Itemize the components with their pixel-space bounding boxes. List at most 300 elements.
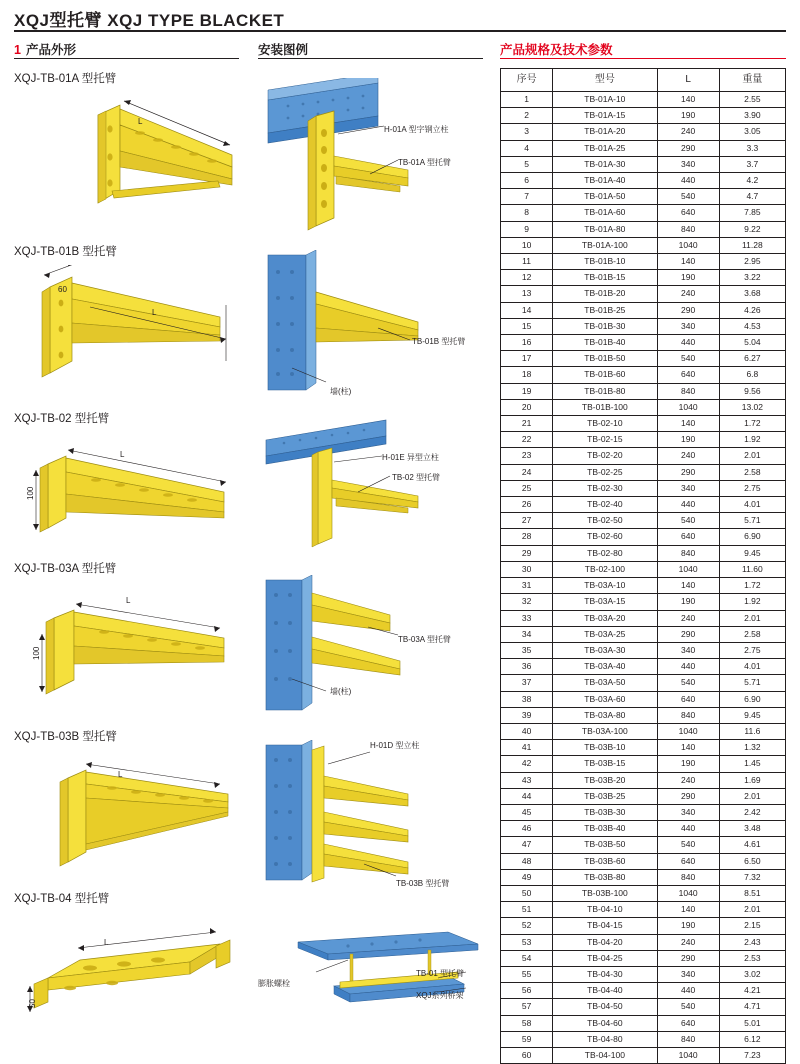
column-header-weight: 重量 — [719, 69, 785, 92]
cell-length: 240 — [657, 448, 719, 464]
cell-index: 59 — [501, 1031, 553, 1047]
table-row — [501, 723, 786, 739]
cell-model: TB-03B-80 — [553, 869, 657, 885]
cell-length: 290 — [657, 788, 719, 804]
cell-index: 58 — [501, 1015, 553, 1031]
cell-model: TB-01B-60 — [553, 367, 657, 383]
table-row — [501, 966, 786, 982]
cell-index: 39 — [501, 707, 553, 723]
cell-length: 140 — [657, 416, 719, 432]
cell-length: 240 — [657, 610, 719, 626]
cell-weight: 7.85 — [719, 205, 785, 221]
cell-index: 11 — [501, 254, 553, 270]
cell-length: 640 — [657, 1015, 719, 1031]
table-row — [501, 318, 786, 334]
table-row — [501, 221, 786, 237]
cell-index: 38 — [501, 691, 553, 707]
cell-weight: 11.28 — [719, 237, 785, 253]
cell-model: TB-01A-10 — [553, 92, 657, 108]
callout-c1: H-01E 异型立柱 — [382, 453, 439, 462]
cell-index: 60 — [501, 1047, 553, 1063]
cell-weight: 4.71 — [719, 999, 785, 1015]
cell-model: TB-02-50 — [553, 513, 657, 529]
cell-weight: 3.02 — [719, 966, 785, 982]
cell-model: TB-01B-50 — [553, 351, 657, 367]
cell-index: 50 — [501, 885, 553, 901]
cell-length: 440 — [657, 497, 719, 513]
cell-weight: 2.01 — [719, 448, 785, 464]
cell-index: 12 — [501, 270, 553, 286]
cell-weight: 4.21 — [719, 983, 785, 999]
cell-length: 240 — [657, 124, 719, 140]
cell-index: 57 — [501, 999, 553, 1015]
section-middle-rule — [258, 58, 483, 59]
cell-weight: 4.01 — [719, 497, 785, 513]
cell-model: TB-03B-15 — [553, 756, 657, 772]
cell-length: 840 — [657, 383, 719, 399]
table-row — [501, 92, 786, 108]
cell-index: 30 — [501, 561, 553, 577]
figure-tb-03b-install — [258, 740, 483, 885]
cell-model: TB-02-40 — [553, 497, 657, 513]
table-row — [501, 561, 786, 577]
cell-length: 440 — [657, 983, 719, 999]
cell-index: 16 — [501, 335, 553, 351]
cell-model: TB-03A-30 — [553, 642, 657, 658]
table-row — [501, 416, 786, 432]
cell-index: 41 — [501, 740, 553, 756]
cell-index: 6 — [501, 173, 553, 189]
table-row — [501, 448, 786, 464]
cell-weight: 11.60 — [719, 561, 785, 577]
cell-index: 25 — [501, 480, 553, 496]
cell-weight: 3.22 — [719, 270, 785, 286]
cell-model: TB-04-100 — [553, 1047, 657, 1063]
callout-c2: TB-02 型托臂 — [392, 473, 441, 482]
cell-model: TB-04-40 — [553, 983, 657, 999]
cell-weight: 3.68 — [719, 286, 785, 302]
figure-tb-02-install — [258, 418, 483, 548]
cell-weight: 2.58 — [719, 464, 785, 480]
cell-model: TB-01B-25 — [553, 302, 657, 318]
table-row — [501, 205, 786, 221]
cell-weight: 6.27 — [719, 351, 785, 367]
cell-model: TB-02-60 — [553, 529, 657, 545]
table-row — [501, 302, 786, 318]
cell-weight: 4.53 — [719, 318, 785, 334]
cell-weight: 6.8 — [719, 367, 785, 383]
cell-weight: 1.72 — [719, 578, 785, 594]
product-label-01a: XQJ-TB-01A 型托臂 — [14, 73, 117, 85]
cell-weight: 2.01 — [719, 788, 785, 804]
cell-length: 640 — [657, 367, 719, 383]
cell-model: TB-01A-30 — [553, 156, 657, 172]
cell-index: 34 — [501, 626, 553, 642]
cell-model: TB-04-60 — [553, 1015, 657, 1031]
table-row — [501, 156, 786, 172]
table-header-row — [501, 69, 786, 92]
cell-length: 140 — [657, 578, 719, 594]
cell-weight: 2.95 — [719, 254, 785, 270]
cell-model: TB-01A-20 — [553, 124, 657, 140]
section-label-left: 产品外形 — [25, 43, 76, 57]
cell-weight: 2.42 — [719, 804, 785, 820]
figure-tb-03b-product — [20, 748, 250, 873]
cell-weight: 2.15 — [719, 918, 785, 934]
cell-model: TB-01B-20 — [553, 286, 657, 302]
cell-index: 47 — [501, 837, 553, 853]
figure-tb-01a-product — [20, 95, 250, 225]
cell-weight: 5.71 — [719, 513, 785, 529]
cell-index: 27 — [501, 513, 553, 529]
callout-e3: L — [118, 770, 123, 779]
cell-length: 640 — [657, 853, 719, 869]
cell-weight: 9.22 — [719, 221, 785, 237]
cell-model: TB-02-15 — [553, 432, 657, 448]
table-row — [501, 173, 786, 189]
cell-length: 340 — [657, 642, 719, 658]
callout-f1: 膨胀螺栓 — [258, 979, 290, 988]
cell-model: TB-01A-25 — [553, 140, 657, 156]
cell-index: 35 — [501, 642, 553, 658]
cell-length: 240 — [657, 286, 719, 302]
cell-index: 43 — [501, 772, 553, 788]
cell-length: 190 — [657, 756, 719, 772]
cell-length: 140 — [657, 740, 719, 756]
callout-f4: 50 — [28, 999, 37, 1008]
cell-weight: 8.51 — [719, 885, 785, 901]
cell-weight: 6.90 — [719, 529, 785, 545]
cell-index: 28 — [501, 529, 553, 545]
cell-weight: 4.26 — [719, 302, 785, 318]
cell-model: TB-01A-50 — [553, 189, 657, 205]
table-row — [501, 691, 786, 707]
cell-length: 140 — [657, 902, 719, 918]
table-row — [501, 1015, 786, 1031]
cell-length: 290 — [657, 140, 719, 156]
cell-length: 540 — [657, 513, 719, 529]
table-row — [501, 513, 786, 529]
cell-length: 640 — [657, 691, 719, 707]
cell-length: 340 — [657, 480, 719, 496]
cell-length: 340 — [657, 804, 719, 820]
cell-model: TB-04-30 — [553, 966, 657, 982]
cell-index: 2 — [501, 108, 553, 124]
cell-weight: 3.48 — [719, 821, 785, 837]
table-row — [501, 983, 786, 999]
title-divider — [14, 30, 786, 32]
cell-length: 440 — [657, 659, 719, 675]
figure-tb-01b-install — [258, 250, 483, 395]
table-row — [501, 367, 786, 383]
table-row — [501, 254, 786, 270]
cell-weight: 4.2 — [719, 173, 785, 189]
cell-model: TB-04-20 — [553, 934, 657, 950]
cell-index: 45 — [501, 804, 553, 820]
table-row — [501, 804, 786, 820]
callout-b3: 60 — [58, 285, 67, 294]
cell-index: 44 — [501, 788, 553, 804]
cell-model: TB-02-80 — [553, 545, 657, 561]
cell-index: 46 — [501, 821, 553, 837]
spec-table — [500, 68, 786, 1064]
cell-model: TB-01B-15 — [553, 270, 657, 286]
cell-model: TB-03A-80 — [553, 707, 657, 723]
column-header-length: L — [657, 69, 719, 92]
table-row — [501, 626, 786, 642]
cell-weight: 11.6 — [719, 723, 785, 739]
cell-length: 540 — [657, 999, 719, 1015]
cell-weight: 1.72 — [719, 416, 785, 432]
cell-model: TB-01A-60 — [553, 205, 657, 221]
cell-length: 540 — [657, 675, 719, 691]
cell-length: 190 — [657, 108, 719, 124]
cell-model: TB-03A-10 — [553, 578, 657, 594]
cell-model: TB-04-10 — [553, 902, 657, 918]
cell-weight: 6.12 — [719, 1031, 785, 1047]
cell-index: 26 — [501, 497, 553, 513]
product-label-03a: XQJ-TB-03A 型托臂 — [14, 563, 117, 575]
figure-tb-01b-product — [20, 265, 250, 395]
callout-d4: L — [126, 596, 131, 605]
cell-model: TB-04-15 — [553, 918, 657, 934]
cell-index: 22 — [501, 432, 553, 448]
cell-length: 240 — [657, 934, 719, 950]
table-row — [501, 529, 786, 545]
cell-index: 14 — [501, 302, 553, 318]
cell-model: TB-03B-50 — [553, 837, 657, 853]
table-row — [501, 902, 786, 918]
table-row — [501, 756, 786, 772]
cell-weight: 2.43 — [719, 934, 785, 950]
cell-length: 540 — [657, 189, 719, 205]
cell-model: TB-03B-40 — [553, 821, 657, 837]
table-row — [501, 934, 786, 950]
cell-weight: 3.90 — [719, 108, 785, 124]
cell-weight: 4.61 — [719, 837, 785, 853]
table-row — [501, 837, 786, 853]
section-number: 1 — [14, 43, 21, 57]
cell-model: TB-03B-60 — [553, 853, 657, 869]
table-row — [501, 545, 786, 561]
cell-index: 40 — [501, 723, 553, 739]
cell-model: TB-03A-15 — [553, 594, 657, 610]
callout-d2: 墙(柱) — [330, 687, 352, 696]
cell-weight: 9.45 — [719, 707, 785, 723]
cell-weight: 6.50 — [719, 853, 785, 869]
cell-weight: 2.01 — [719, 610, 785, 626]
cell-length: 290 — [657, 464, 719, 480]
product-label-03b: XQJ-TB-03B 型托臂 — [14, 731, 117, 743]
table-row — [501, 610, 786, 626]
cell-model: TB-02-100 — [553, 561, 657, 577]
cell-weight: 4.7 — [719, 189, 785, 205]
cell-weight: 2.55 — [719, 92, 785, 108]
table-row — [501, 399, 786, 415]
cell-model: TB-01B-30 — [553, 318, 657, 334]
cell-index: 52 — [501, 918, 553, 934]
cell-length: 1040 — [657, 1047, 719, 1063]
cell-model: TB-03A-20 — [553, 610, 657, 626]
cell-index: 7 — [501, 189, 553, 205]
cell-index: 32 — [501, 594, 553, 610]
cell-index: 55 — [501, 966, 553, 982]
cell-index: 23 — [501, 448, 553, 464]
page-title: XQJ型托臂 XQJ TYPE BLACKET — [14, 11, 285, 30]
callout-e1: H-01D 型立柱 — [370, 741, 420, 750]
cell-index: 1 — [501, 92, 553, 108]
table-row — [501, 351, 786, 367]
column-header-index: 序号 — [501, 69, 553, 92]
figure-tb-03a-install — [258, 575, 483, 715]
cell-model: TB-01B-100 — [553, 399, 657, 415]
figure-tb-02-product — [20, 432, 250, 552]
cell-length: 190 — [657, 432, 719, 448]
cell-length: 840 — [657, 707, 719, 723]
cell-length: 640 — [657, 205, 719, 221]
table-row — [501, 772, 786, 788]
table-row — [501, 853, 786, 869]
callout-b2: 墙(柱) — [330, 387, 352, 396]
cell-weight: 2.58 — [719, 626, 785, 642]
cell-model: TB-04-80 — [553, 1031, 657, 1047]
callout-c3: 100 — [26, 486, 35, 500]
cell-weight: 4.01 — [719, 659, 785, 675]
cell-weight: 2.75 — [719, 642, 785, 658]
cell-length: 840 — [657, 545, 719, 561]
table-row — [501, 740, 786, 756]
table-row — [501, 286, 786, 302]
callout-f2: TB-01 型托臂 — [416, 969, 465, 978]
section-right-rule — [500, 58, 786, 59]
table-row — [501, 237, 786, 253]
section-heading-right: 产品规格及技术参数 — [500, 43, 613, 57]
cell-weight: 1.32 — [719, 740, 785, 756]
cell-index: 20 — [501, 399, 553, 415]
cell-weight: 1.92 — [719, 432, 785, 448]
cell-index: 18 — [501, 367, 553, 383]
table-row — [501, 124, 786, 140]
cell-model: TB-03B-100 — [553, 885, 657, 901]
cell-model: TB-01A-15 — [553, 108, 657, 124]
cell-index: 5 — [501, 156, 553, 172]
cell-length: 140 — [657, 92, 719, 108]
cell-index: 56 — [501, 983, 553, 999]
table-row — [501, 140, 786, 156]
table-row — [501, 432, 786, 448]
cell-weight: 2.75 — [719, 480, 785, 496]
callout-a2: TB-01A 型托臂 — [398, 158, 451, 167]
table-row — [501, 950, 786, 966]
cell-length: 1040 — [657, 723, 719, 739]
cell-length: 1040 — [657, 237, 719, 253]
cell-model: TB-01B-10 — [553, 254, 657, 270]
cell-index: 19 — [501, 383, 553, 399]
cell-model: TB-02-20 — [553, 448, 657, 464]
cell-weight: 3.3 — [719, 140, 785, 156]
cell-length: 340 — [657, 966, 719, 982]
cell-index: 13 — [501, 286, 553, 302]
product-label-02: XQJ-TB-02 型托臂 — [14, 413, 110, 425]
table-row — [501, 999, 786, 1015]
cell-weight: 6.90 — [719, 691, 785, 707]
callout-b1: TB-01B 型托臂 — [412, 337, 466, 346]
cell-model: TB-03B-25 — [553, 788, 657, 804]
table-row — [501, 1047, 786, 1063]
table-row — [501, 189, 786, 205]
cell-model: TB-01B-80 — [553, 383, 657, 399]
table-row — [501, 464, 786, 480]
callout-l-01a: L — [138, 117, 143, 126]
cell-index: 54 — [501, 950, 553, 966]
cell-model: TB-01A-40 — [553, 173, 657, 189]
spec-table-wrapper — [500, 68, 786, 1064]
column-header-model: 型号 — [553, 69, 657, 92]
cell-weight: 2.01 — [719, 902, 785, 918]
section-left-rule — [14, 58, 239, 59]
cell-model: TB-01B-40 — [553, 335, 657, 351]
product-label-01b: XQJ-TB-01B 型托臂 — [14, 246, 117, 258]
cell-length: 240 — [657, 772, 719, 788]
cell-length: 640 — [657, 529, 719, 545]
cell-length: 290 — [657, 302, 719, 318]
cell-index: 8 — [501, 205, 553, 221]
table-row — [501, 675, 786, 691]
callout-f3: XQJ系列桥架 — [416, 991, 464, 1000]
cell-length: 1040 — [657, 399, 719, 415]
callout-f5: L — [104, 938, 109, 947]
cell-weight: 7.23 — [719, 1047, 785, 1063]
cell-weight: 5.71 — [719, 675, 785, 691]
cell-model: TB-03A-25 — [553, 626, 657, 642]
cell-weight: 1.45 — [719, 756, 785, 772]
cell-weight: 3.7 — [719, 156, 785, 172]
figure-tb-03a-product — [20, 582, 250, 712]
cell-model: TB-03A-60 — [553, 691, 657, 707]
table-row — [501, 918, 786, 934]
cell-length: 190 — [657, 270, 719, 286]
table-row — [501, 108, 786, 124]
cell-model: TB-02-10 — [553, 416, 657, 432]
cell-length: 540 — [657, 837, 719, 853]
cell-model: TB-04-50 — [553, 999, 657, 1015]
table-row — [501, 480, 786, 496]
cell-index: 51 — [501, 902, 553, 918]
cell-length: 190 — [657, 918, 719, 934]
cell-index: 24 — [501, 464, 553, 480]
cell-weight: 5.04 — [719, 335, 785, 351]
table-row — [501, 270, 786, 286]
cell-weight: 1.92 — [719, 594, 785, 610]
table-row — [501, 335, 786, 351]
callout-d3: 100 — [32, 646, 41, 660]
cell-length: 840 — [657, 869, 719, 885]
cell-length: 840 — [657, 1031, 719, 1047]
table-row — [501, 869, 786, 885]
cell-model: TB-03B-20 — [553, 772, 657, 788]
callout-e2: TB-03B 型托臂 — [396, 879, 450, 888]
cell-length: 440 — [657, 173, 719, 189]
cell-index: 9 — [501, 221, 553, 237]
cell-index: 48 — [501, 853, 553, 869]
section-heading-left — [14, 40, 76, 58]
cell-length: 440 — [657, 335, 719, 351]
cell-length: 190 — [657, 594, 719, 610]
table-row — [501, 578, 786, 594]
callout-c4: L — [120, 450, 125, 459]
cell-model: TB-01A-80 — [553, 221, 657, 237]
table-row — [501, 788, 786, 804]
